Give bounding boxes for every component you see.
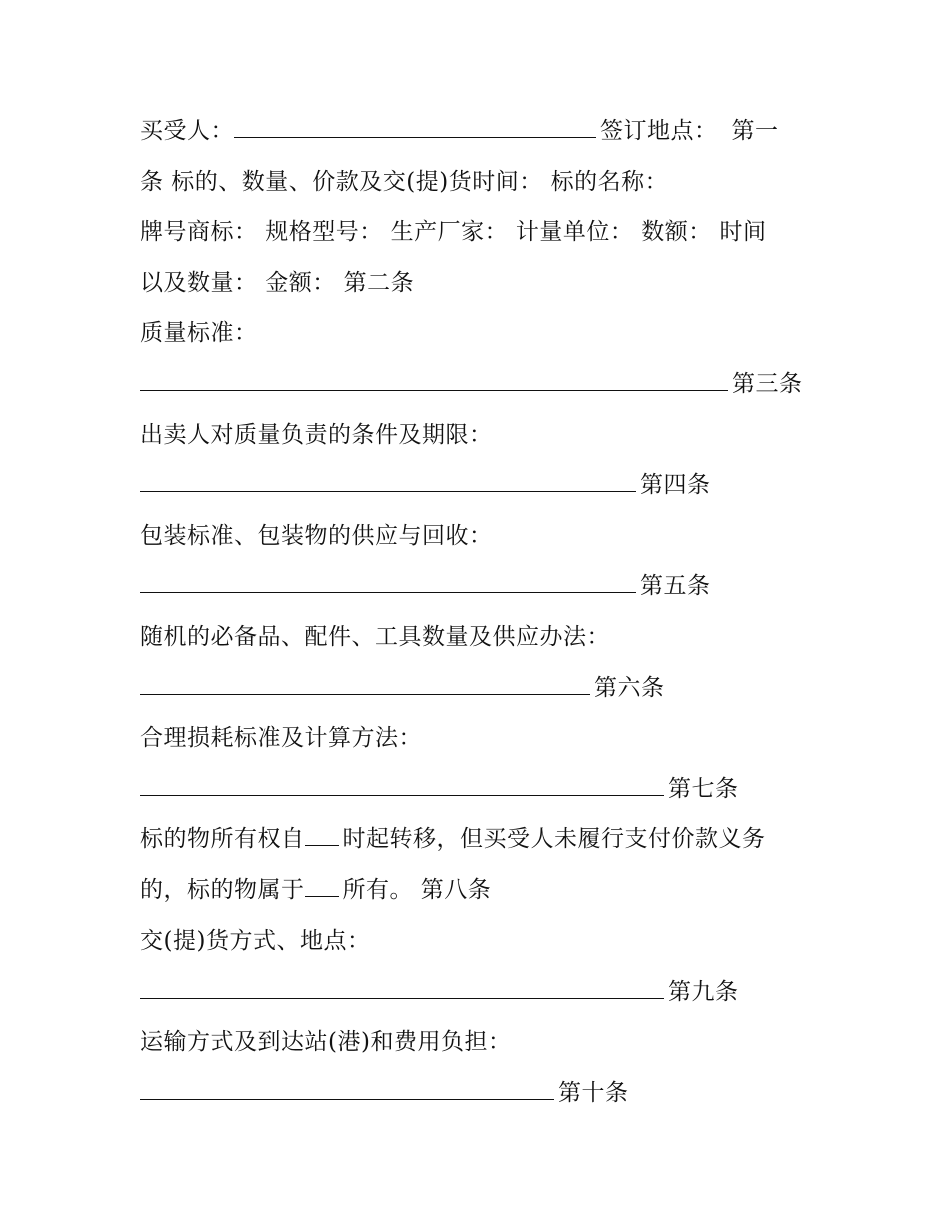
buyer-label: 买受人： [140, 118, 234, 144]
ownership-text-a: 标的物所有权自 [140, 826, 305, 852]
packaging-line [140, 519, 840, 553]
packaging-label: 包装标准、包装物的供应与回收： [140, 523, 493, 549]
quality-standard-label: 质量标准： [140, 320, 258, 346]
ownership-text-b: 时起转移，但买受人未履行支付价款义务 [342, 826, 766, 852]
quality-standard-line [140, 316, 840, 350]
ownership-line-2 [140, 873, 840, 907]
responsibility-blank[interactable] [140, 469, 636, 492]
ownership-line [140, 822, 840, 856]
ownership-text-c: 的，标的物属于 [140, 877, 305, 903]
loss-blank[interactable] [140, 773, 664, 796]
ownership-text-d: 所有。 第八条 [342, 877, 492, 903]
quality-blank[interactable] [140, 368, 728, 391]
accessories-blank[interactable] [140, 672, 590, 695]
responsibility-blank-line [140, 468, 840, 502]
quality-blank-line [140, 367, 840, 401]
quantity-amount-line [140, 266, 840, 300]
delivery-label: 交(提)货方式、地点： [140, 928, 371, 954]
packaging-blank[interactable] [140, 570, 636, 593]
article-5-label: 第五条 [640, 573, 711, 599]
packaging-blank-line [140, 569, 840, 603]
item-fields-text: 牌号商标： 规格型号： 生产厂家： 计量单位： 数额： 时间 [140, 219, 767, 245]
buyer-blank[interactable] [234, 115, 596, 138]
transport-label: 运输方式及到达站(港)和费用负担： [140, 1029, 512, 1055]
delivery-blank[interactable] [140, 976, 664, 999]
owner-blank[interactable] [305, 874, 339, 897]
accessories-label: 随机的必备品、配件、工具数量及供应办法： [140, 624, 610, 650]
delivery-blank-line [140, 975, 840, 1009]
buyer-line [140, 114, 840, 148]
transport-blank[interactable] [140, 1077, 554, 1100]
article-9-label: 第九条 [668, 979, 739, 1005]
article-3-label: 第三条 [732, 371, 803, 397]
article-1-line [140, 165, 840, 199]
quantity-amount-text: 以及数量： 金额： 第二条 [140, 270, 415, 296]
delivery-line [140, 924, 840, 958]
signing-place-label: 签订地点： [600, 118, 718, 144]
item-fields-line [140, 215, 840, 249]
accessories-line [140, 620, 840, 654]
accessories-blank-line [140, 671, 840, 705]
quality-responsibility-line [140, 418, 840, 452]
article-10-label: 第十条 [558, 1080, 629, 1106]
loss-standard-line [140, 721, 840, 755]
transport-line [140, 1025, 840, 1059]
article-1-start: 第一 [731, 118, 779, 144]
article-7-label: 第七条 [668, 776, 739, 802]
article-6-label: 第六条 [594, 675, 665, 701]
quality-responsibility-label: 出卖人对质量负责的条件及期限： [140, 422, 493, 448]
article-1-text: 条 标的、数量、价款及交(提)货时间： 标的名称： [140, 169, 669, 195]
loss-standard-label: 合理损耗标准及计算方法： [140, 725, 422, 751]
article-4-label: 第四条 [640, 472, 711, 498]
transfer-time-blank[interactable] [305, 823, 339, 846]
transport-blank-line [140, 1076, 840, 1110]
loss-blank-line [140, 772, 840, 806]
